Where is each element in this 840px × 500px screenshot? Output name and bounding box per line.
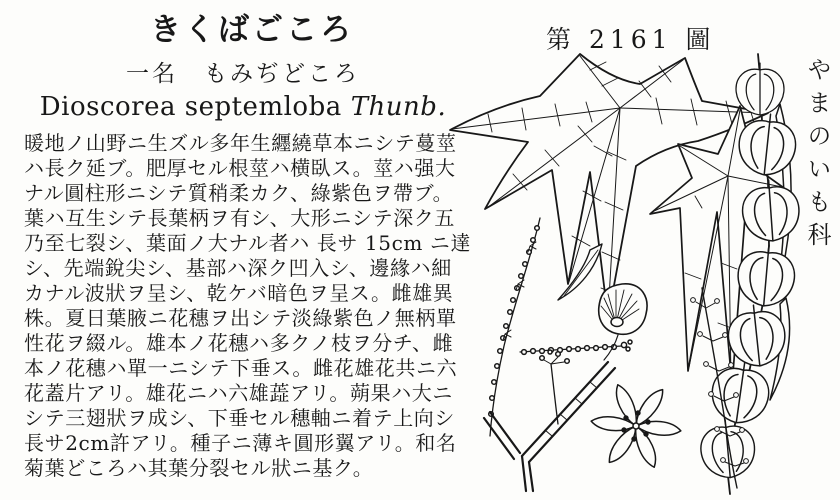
body-line: 株。夏日葉腋ニ花穗ヲ出シテ淡綠紫色ノ無柄單 [24, 306, 457, 330]
alternate-name-line [24, 55, 462, 88]
body-line: ナル圓柱形ニシテ質稍柔カク、綠紫色ヲ帶ブ。 [24, 181, 454, 205]
body-line: シテ三翅狀ヲ成シ、下垂セル穗軸ニ着テ上向シ [24, 406, 455, 430]
alternate-name: もみぢどころ [204, 61, 360, 87]
flowering-branch [540, 350, 570, 424]
body-line: 暖地ノ山野ニ生ズル多年生纒繞草本ニシテ蔓莖 [24, 131, 457, 155]
body-line: 花蓋片アリ。雄花ニハ六雄蕋アリ。蒴果ハ大ニ [24, 381, 453, 405]
family-caption: やまのいも科 [803, 57, 831, 255]
body-line: 長サ2cm許アリ。種子ニ薄キ圓形翼アリ。和名 [24, 431, 457, 455]
star-flower-detail [590, 382, 682, 470]
body-line: 乃至七裂シ、葉面ノ大ナル者ハ 長サ 15cm ニ達 [24, 231, 472, 255]
body-line: カナル波狀ヲ呈シ、乾ケバ暗色ヲ呈ス。雌雄異 [24, 281, 454, 305]
latin-author: Thunb. [350, 92, 447, 122]
description-text [24, 131, 472, 481]
botanical-illustration [440, 46, 800, 498]
body-line: シ、先端銳尖シ、基部ハ深ク凹入シ、邊緣ハ細 [24, 256, 452, 280]
figure-number: 第 2161 圖 [546, 25, 716, 54]
body-line: 菊葉どころハ其葉分裂セル狀ニ基ク。 [24, 456, 374, 480]
body-line: 葉ハ互生シテ長葉柄ヲ有シ、大形ニシテ深ク五 [24, 206, 455, 230]
alternate-name-label: 一名 [126, 61, 178, 87]
plant-title: きくばごころ [150, 12, 354, 48]
body-line: 性花ヲ綴ル。雄本ノ花穗ハ多クノ枝ヲ分チ、雌 [24, 331, 454, 355]
body-line: 本ノ花穗ハ單一ニシテ下垂ス。雌花雄花共ニ六 [24, 356, 458, 380]
male-flower-spike [489, 218, 540, 436]
latin-name-line [24, 92, 462, 122]
thick-stem [484, 362, 615, 491]
latin-name: Dioscorea septemloba [39, 92, 342, 122]
description-column [24, 12, 472, 481]
body-line: ハ長ク延ブ。肥厚セル根莖ハ横臥ス。莖ハ强大 [24, 156, 456, 180]
